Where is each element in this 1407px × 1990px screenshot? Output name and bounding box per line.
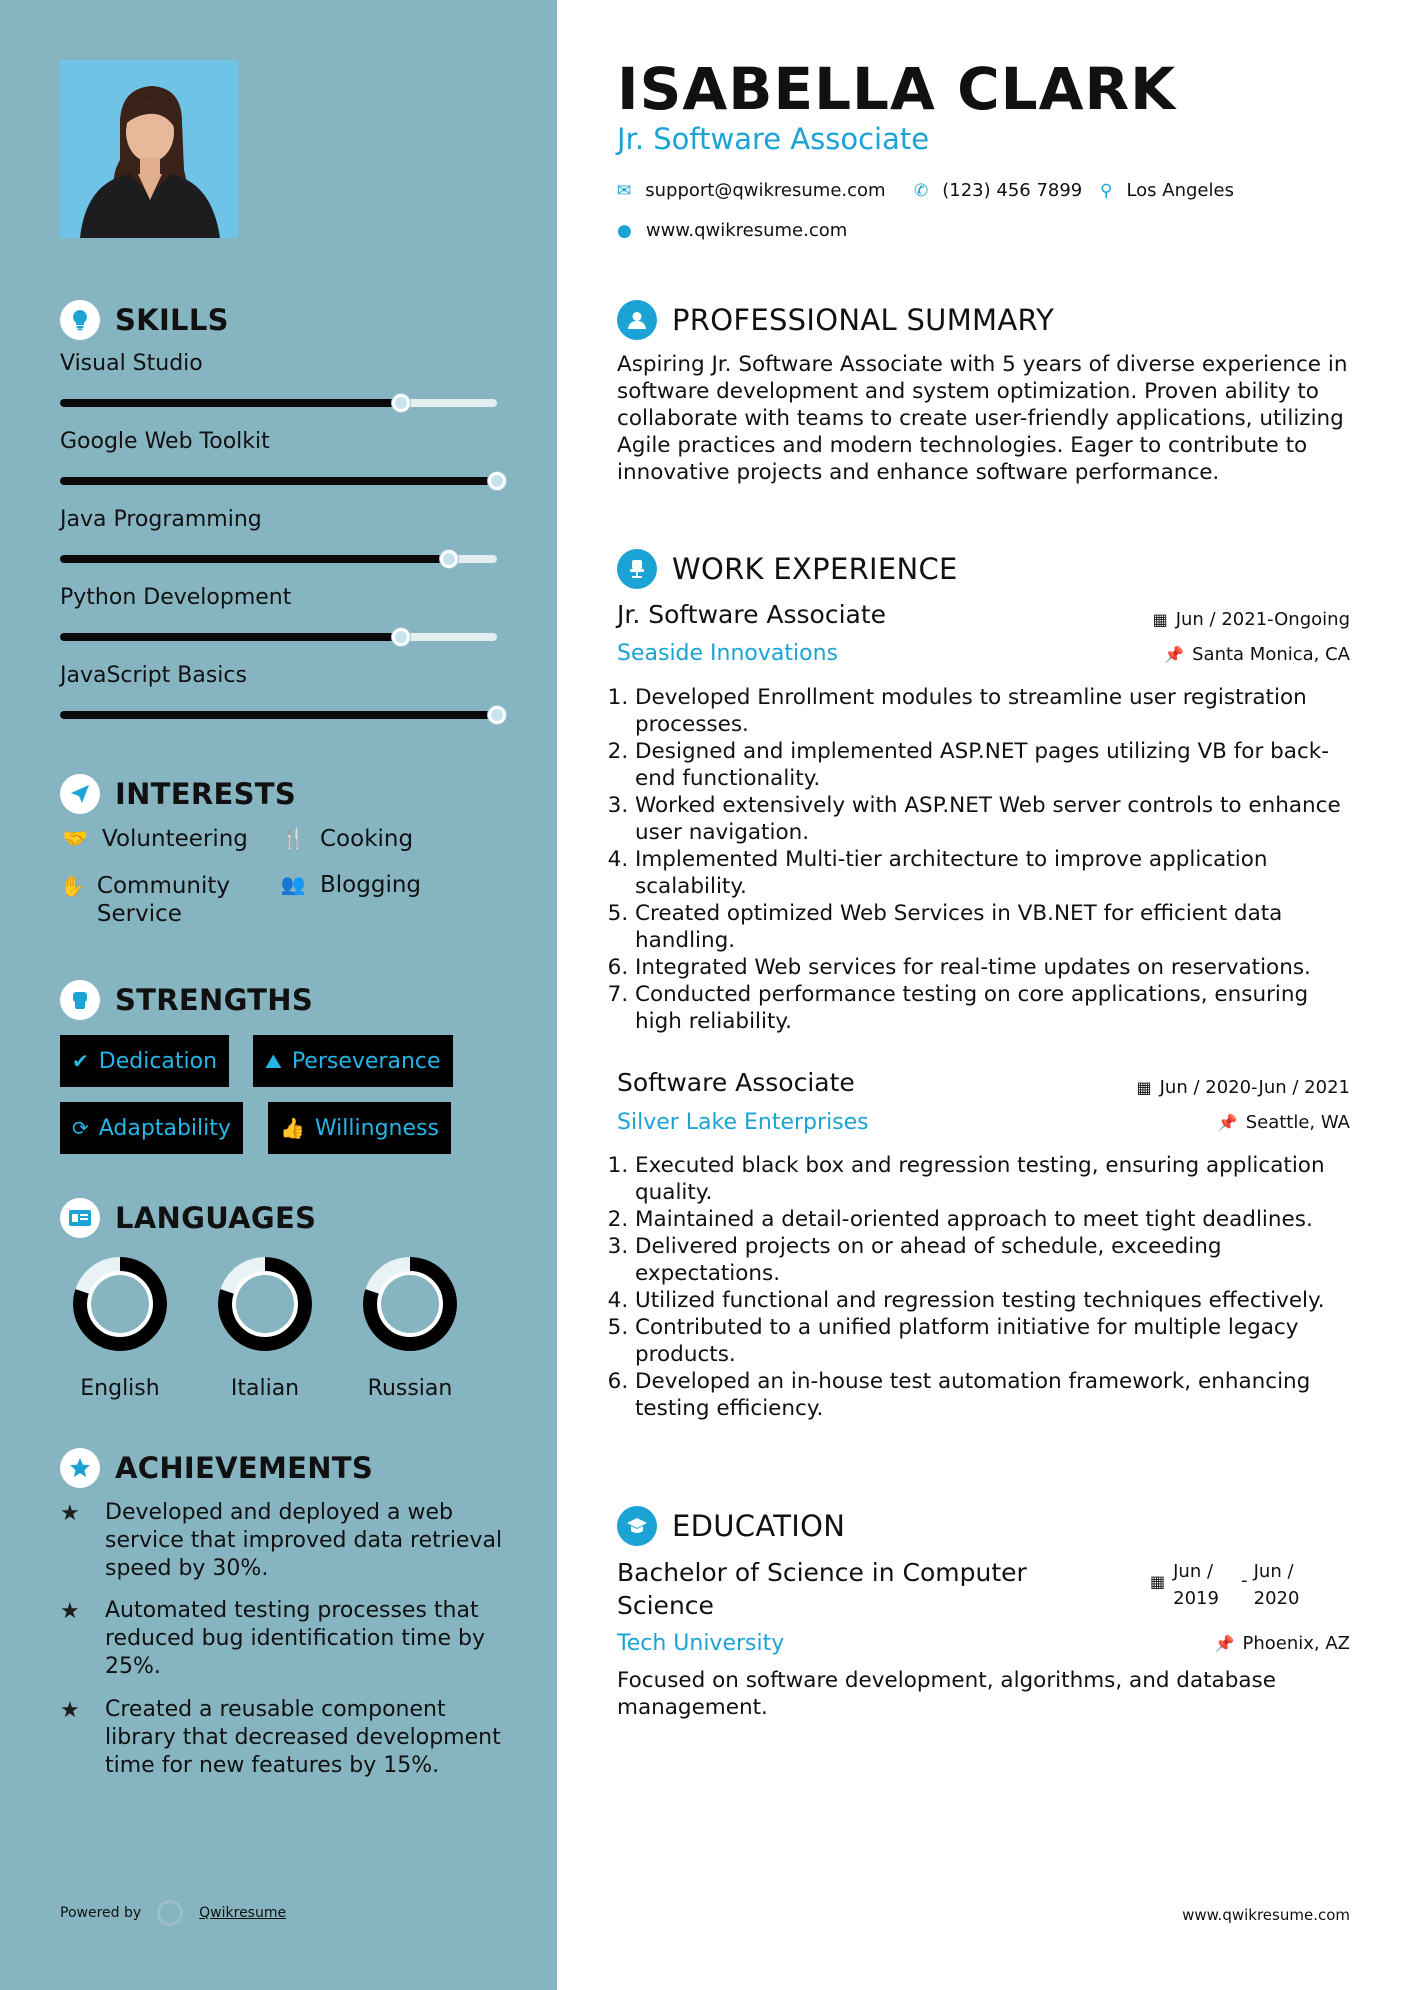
star-icon: ★ [60,1599,80,1624]
graduation-cap-icon [617,1506,657,1546]
utensils-icon: 🍴 [280,826,306,850]
strength-badge: ⛰ Perseverance [253,1035,453,1087]
education-degree: Bachelor of Science in Computer Science [617,1558,1027,1620]
job-dates: ▦ Jun / 2021-Ongoing [1152,609,1350,630]
candidate-name: ISABELLA CLARK [617,55,1177,123]
skill-bar-fill [60,711,497,719]
skill-bar-fill [60,555,449,563]
language-ring [350,1254,470,1354]
skill-name: JavaScript Basics [60,663,247,688]
job-dates: ▦ Jun / 2020-Jun / 2021 [1136,1077,1350,1098]
contact-location: ⚲ Los Angeles [1100,180,1234,201]
language-name: Italian [230,1376,300,1401]
list-item: 4. Utilized functional and regression testing techniques effectively. [635,1287,1357,1314]
map-marker-icon: ⚲ [1100,180,1113,201]
achievements-heading [60,1448,373,1488]
strength-badge: ✔ Dedication [60,1035,229,1087]
strengths-title: STRENGTHS [115,983,314,1017]
strength-badge: ⟳ Adaptability [60,1102,243,1154]
calendar-icon: ▦ [1136,1078,1152,1097]
job-company: Seaside Innovations [617,641,838,666]
profile-photo [60,60,238,238]
contact-phone: ✆ (123) 456 7899 [914,180,1083,201]
paper-plane-icon [60,774,100,814]
education-dates: ▦ Jun / 2019 - Jun / 2020 [1150,1561,1300,1609]
list-item: 5. Created optimized Web Services in VB.NET for efficient data handling. [635,900,1357,954]
language-ring [60,1254,180,1354]
job-location: 📌 Santa Monica, CA [1164,644,1350,665]
education-heading [617,1506,845,1546]
list-item: 3. Delivered projects on or ahead of schedule, exceeding expectations. [635,1233,1357,1287]
phone-icon: ✆ [914,180,929,201]
summary-heading [617,300,1054,340]
skill-item [60,507,500,532]
skill-bar-fill [60,399,401,407]
pin-icon: 📌 [1217,1113,1238,1132]
candidate-title: Jr. Software Associate [617,122,930,156]
interest-cooking: 🍴 Cooking [278,826,413,852]
skill-bar-fill [60,477,497,485]
hand-icon: ✋ [60,874,85,898]
qwikresume-logo-icon [157,1900,183,1926]
skills-heading [60,300,229,340]
skill-bar [60,477,497,485]
list-item: 1. Executed black box and regression testing, ensuring application quality. [635,1152,1357,1206]
job-location: 📌 Seattle, WA [1217,1112,1350,1133]
skill-item [60,351,500,376]
job-bullets [617,1152,1357,1422]
sidebar [0,0,557,1990]
qwikresume-link[interactable]: Qwikresume [199,1905,287,1921]
thumbs-up-icon: 👍 [280,1116,305,1140]
star-badge-icon [60,1448,100,1488]
skill-bar-knob [440,550,458,568]
language-name: Russian [367,1376,453,1401]
list-item: 2. Maintained a detail-oriented approach to meet tight deadlines. [635,1206,1357,1233]
experience-title: WORK EXPERIENCE [672,552,958,586]
language-item [60,1254,180,1401]
skill-bar [60,633,497,641]
job-role: Software Associate [617,1068,855,1097]
experience-heading [617,549,958,589]
language-item [350,1254,470,1401]
calendar-icon: ▦ [1150,1572,1166,1591]
skill-bar [60,555,497,563]
education-description: Focused on software development, algorithms, and database management. [617,1668,1276,1720]
user-icon [617,300,657,340]
interests-title: INTERESTS [115,777,297,811]
skill-item [60,585,500,610]
skill-bar-knob [392,394,410,412]
skill-name: Java Programming [60,507,262,532]
summary-text: Aspiring Jr. Software Associate with 5 years of diverse experience in software development and system optimization. Proven ability to collaborate with teams to create user-friendly applications, utilizing Agile practices and modern technologies. Eager to contribute to innovative projects and enhance software performance. [617,352,1348,485]
id-card-icon [60,1198,100,1238]
skill-name: Python Development [60,585,292,610]
education-school: Tech University [617,1631,785,1656]
list-item: 5. Contributed to a unified platform initiative for multiple legacy products. [635,1314,1357,1368]
languages-title: LANGUAGES [115,1201,317,1235]
interests-heading [60,774,296,814]
job-role: Jr. Software Associate [617,600,887,629]
job-company: Silver Lake Enterprises [617,1110,869,1135]
globe-icon: ● [617,220,632,241]
skill-item [60,663,500,688]
powered-by: Powered by Qwikresume [60,1900,286,1926]
list-item: 3. Worked extensively with ASP.NET Web server controls to enhance user navigation. [635,792,1357,846]
skills-title: SKILLS [115,303,229,337]
skill-bar-knob [392,628,410,646]
skill-name: Visual Studio [60,351,203,376]
skill-bar-knob [488,706,506,724]
skill-bar [60,399,497,407]
achievements-title: ACHIEVEMENTS [115,1451,374,1485]
strengths-heading [60,980,313,1020]
lightbulb-icon [60,300,100,340]
skill-bar-knob [488,472,506,490]
list-item: 6. Integrated Web services for real-time updates on reservations. [635,954,1357,981]
fist-icon [60,980,100,1020]
pin-icon: 📌 [1214,1634,1235,1653]
office-chair-icon [617,549,657,589]
list-item: 2. Designed and implemented ASP.NET pages utilizing VB for back-end functionality. [635,738,1357,792]
list-item: 6. Developed an in-house test automation framework, enhancing testing efficiency. [635,1368,1357,1422]
list-item: 4. Implemented Multi-tier architecture to improve application scalability. [635,846,1357,900]
interest-community-service: ✋ Community Service [60,873,231,927]
education-location: 📌 Phoenix, AZ [1214,1633,1350,1654]
languages-heading [60,1198,316,1238]
contact-website: ● www.qwikresume.com [617,220,848,241]
star-icon: ★ [60,1698,80,1723]
achievement-item: ★ Developed and deployed a web service that improved data retrieval speed by 30%. [60,1500,503,1581]
skill-bar-fill [60,633,401,641]
footer-url[interactable]: www.qwikresume.com [1182,1906,1350,1924]
pin-icon: 📌 [1164,645,1185,664]
skill-bar [60,711,497,719]
language-name: English [80,1376,160,1401]
envelope-icon: ✉ [617,180,632,201]
interest-blogging: 👥 Blogging [278,872,421,898]
strength-badge: 👍 Willingness [268,1102,451,1154]
achievement-item: ★ Created a reusable component library that decreased development time for new features by 15%. [60,1697,501,1778]
interest-volunteering: 🤝 Volunteering [60,826,248,852]
job-bullets [617,684,1357,1035]
handshake-icon: 🤝 [62,826,88,850]
star-icon: ★ [60,1501,80,1526]
language-item [205,1254,325,1401]
contact-email: ✉ support@qwikresume.com [617,180,886,201]
skill-name: Google Web Toolkit [60,429,270,454]
list-item: 1. Developed Enrollment modules to streamline user registration processes. [635,684,1357,738]
users-icon: 👥 [280,872,306,896]
road-icon: ⛰ [265,1049,282,1073]
summary-title: PROFESSIONAL SUMMARY [672,303,1055,337]
language-ring [205,1254,325,1354]
skill-item [60,429,500,454]
refresh-icon: ⟳ [72,1116,89,1140]
education-title: EDUCATION [672,1509,846,1543]
achievement-item: ★ Automated testing processes that reduced bug identification time by 25%. [60,1598,486,1679]
calendar-icon: ▦ [1152,610,1168,629]
check-circle-icon: ✔ [72,1049,89,1073]
list-item: 7. Conducted performance testing on core applications, ensuring high reliability. [635,981,1357,1035]
